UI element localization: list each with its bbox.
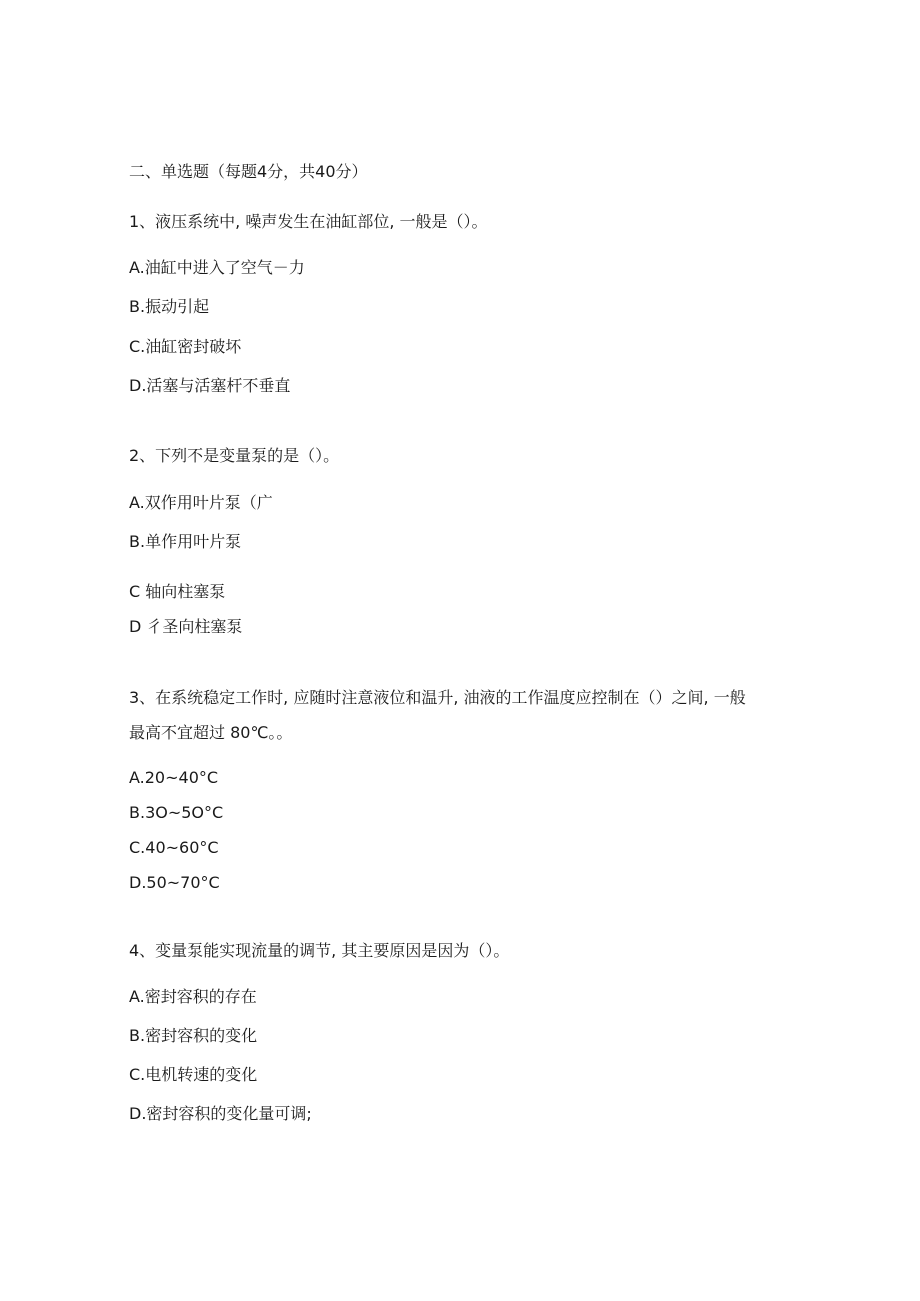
question-4-option-c: C.电机转速的变化 (129, 1065, 258, 1084)
question-4-stem: 4、变量泵能实现流量的调节, 其主要原因是因为（）。 (129, 941, 510, 960)
question-2-option-b: B.单作用叶片泵 (129, 532, 242, 551)
question-3-option-b: B.3O~5O°C (129, 803, 224, 822)
question-1-stem: 1、液压系统中, 噪声发生在油缸部位, 一般是（）。 (129, 212, 488, 231)
question-4-option-d: D.密封容积的变化量可调; (129, 1104, 312, 1123)
question-1-option-b: B.振动引起 (129, 297, 210, 316)
question-2-option-a: A.双作用叶片泵（广 (129, 493, 273, 512)
question-1-option-d: D.活塞与活塞杆不垂直 (129, 376, 291, 395)
question-4-option-a: A.密封容积的存在 (129, 987, 257, 1006)
question-2-option-c: C 轴向柱塞泵 (129, 582, 226, 601)
question-4-option-b: B.密封容积的变化 (129, 1026, 258, 1045)
question-3-option-d: D.50~70°C (129, 873, 220, 892)
question-3-option-a: A.20~40°C (129, 768, 219, 787)
question-2-stem: 2、下列不是变量泵的是（）。 (129, 446, 340, 465)
question-1-option-a: A.油缸中进入了空气－力 (129, 258, 305, 277)
section-heading: 二、单选题（每题4分，共40分） (129, 162, 368, 181)
question-3-stem-line-1: 3、在系统稳定工作时, 应随时注意液位和温升, 油液的工作温度应控制在（）之间, 一般 (129, 688, 746, 707)
question-1-option-c: C.油缸密封破坏 (129, 337, 242, 356)
question-3-stem-line-2: 最高不宜超过 80℃。。 (129, 723, 293, 742)
question-2-option-d: D 彳圣向柱塞泵 (129, 617, 243, 636)
question-3-option-c: C.40~60°C (129, 838, 219, 857)
